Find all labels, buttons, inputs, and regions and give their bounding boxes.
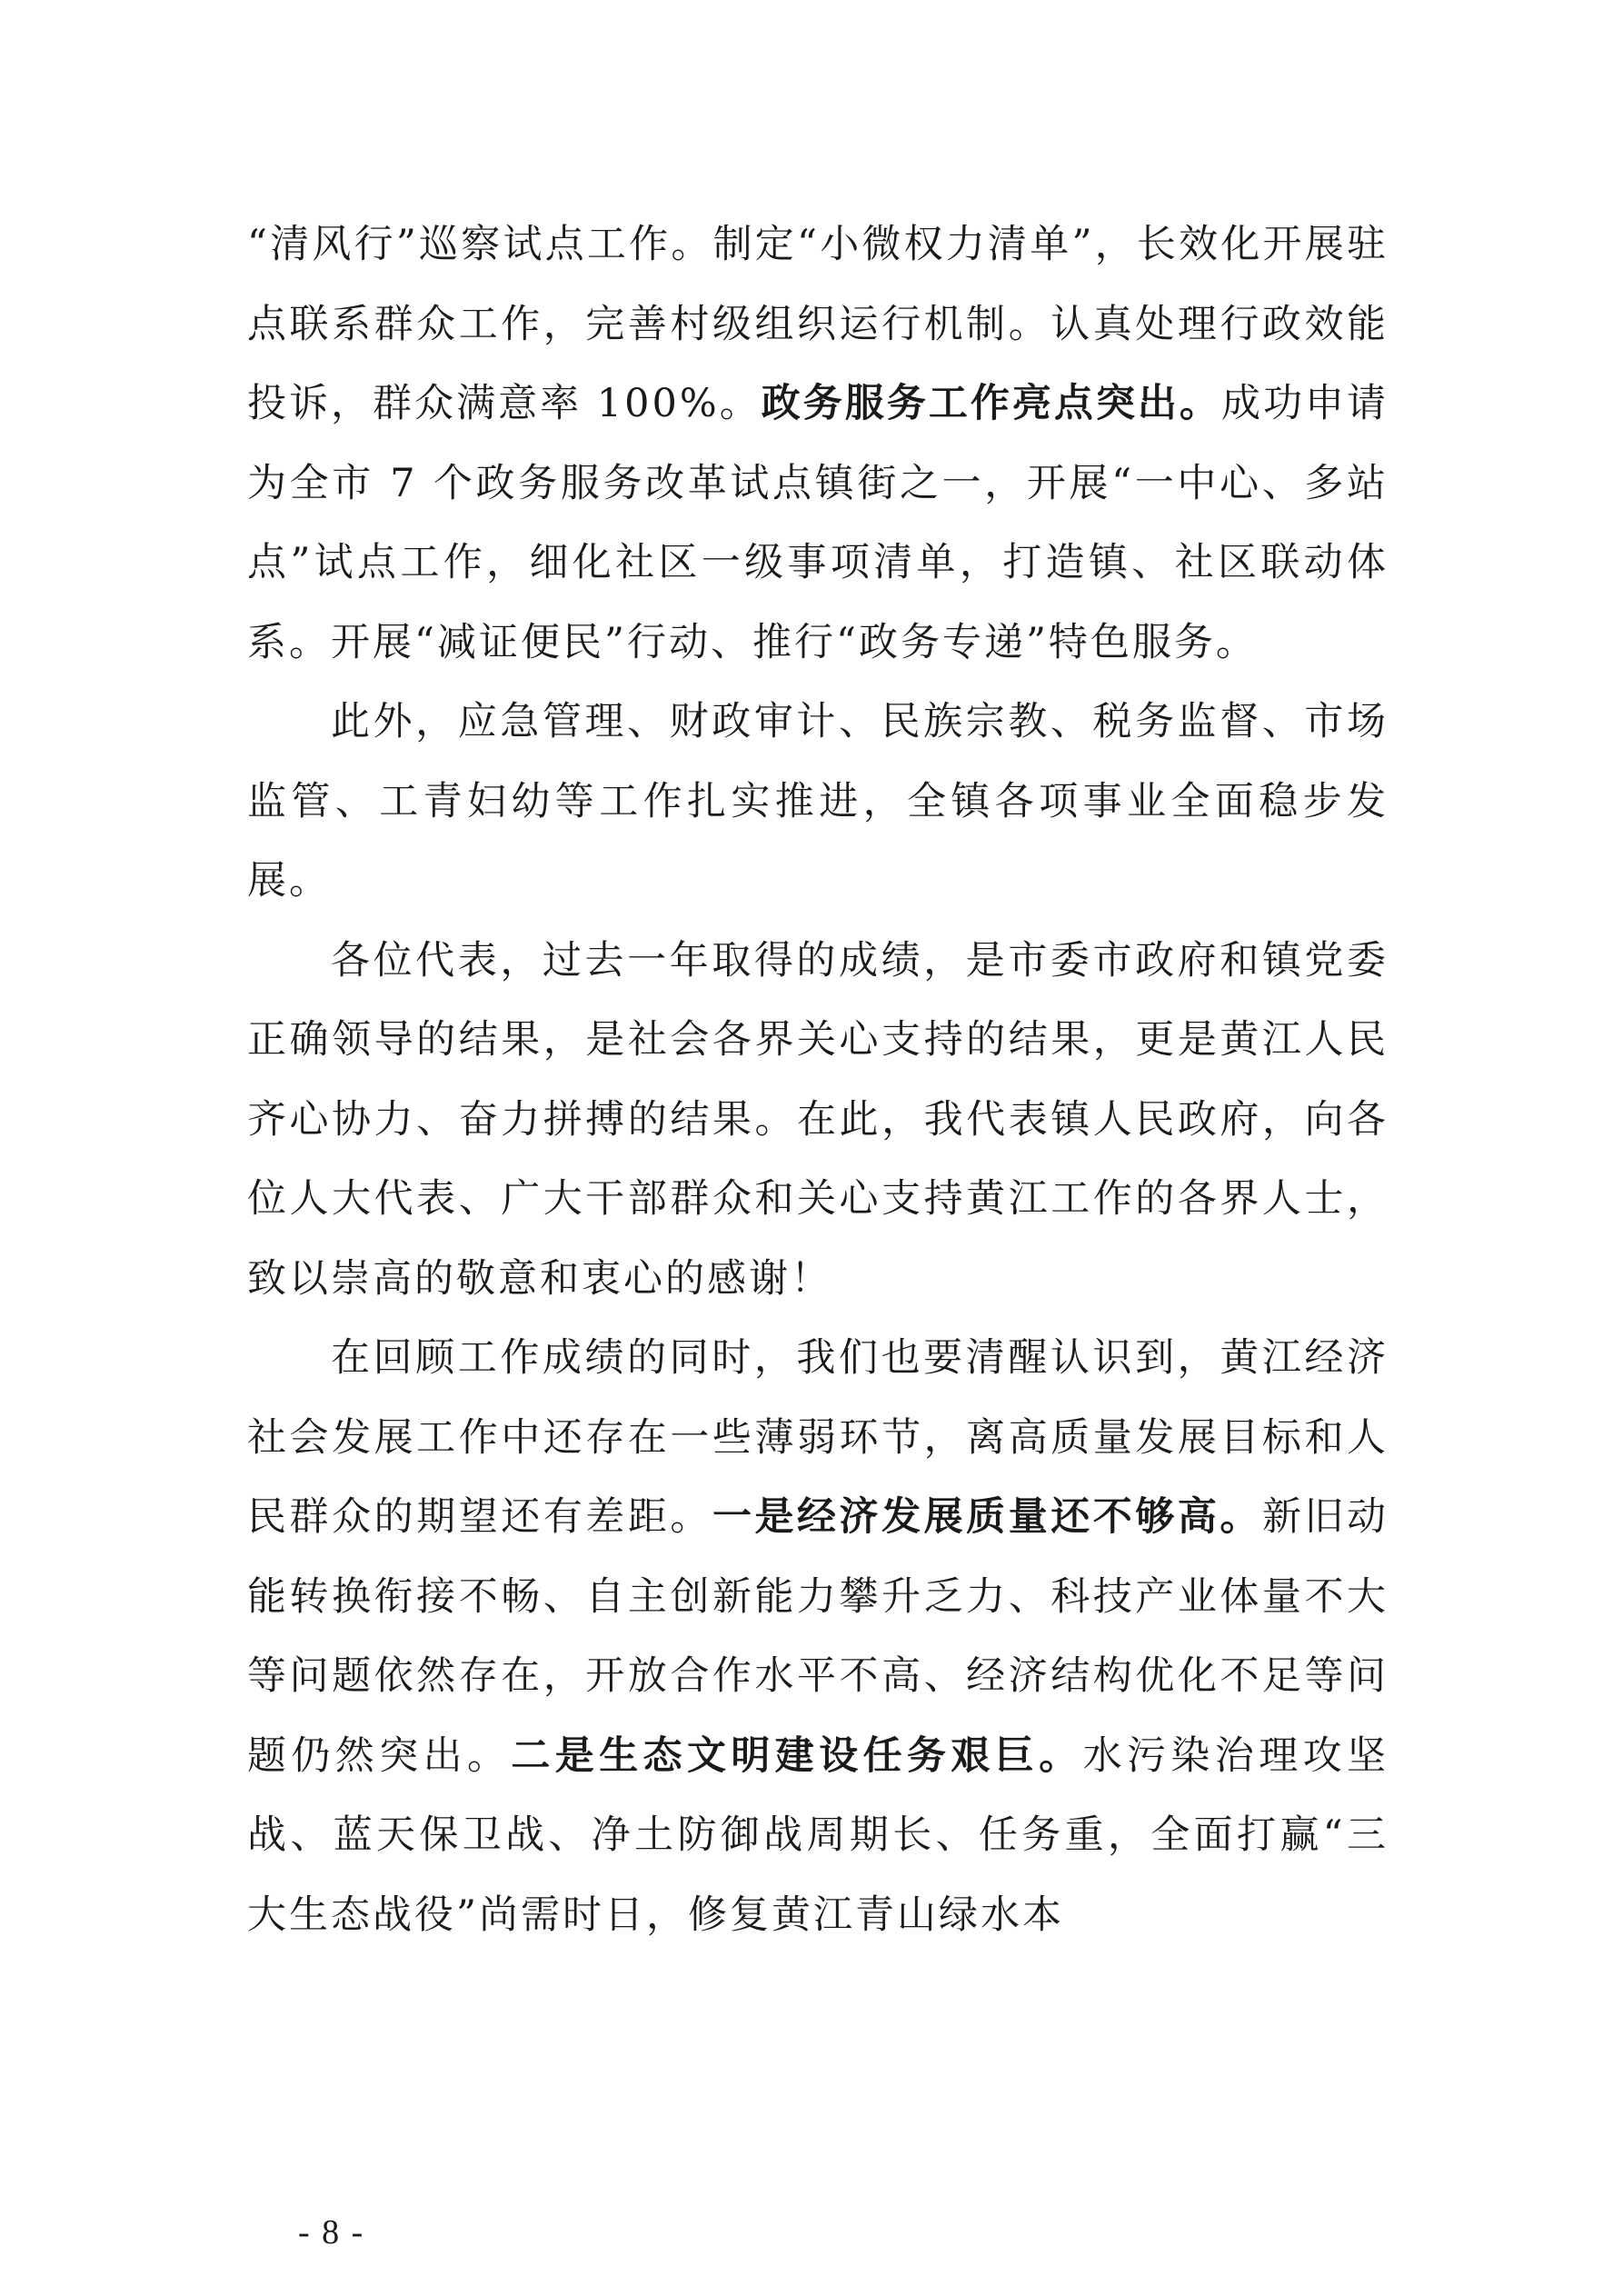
paragraph-text: 成功申请为全市 7 个政务服务改革试点镇街之一，开展“一中心、多站点”试点工作，细化社区一级事项清单，打造镇、社区联动体系。开展“减证便民”行动、推行“政务专递”特色服务。 <box>247 381 1389 665</box>
paragraph-text: 水污染治理攻坚战、蓝天保卫战、净土防御战周期长、任务重，全面打赢“三大生态战役”尚需时日，修复黄江青山绿水本 <box>247 1732 1389 1938</box>
paragraph-text: 各位代表，过去一年取得的成绩，是市委市政府和镇党委正确领导的结果，是社会各界关心支持的结果，更是黄江人民齐心协力、奋力拼搏的结果。在此，我代表镇人民政府，向各位人大代表、广大干部群众和关心支持黄江工作的各界人士，致以崇高的敬意和衷心的感谢！ <box>247 937 1389 1302</box>
paragraph-shortcomings <box>247 1319 1389 1955</box>
paragraph-text: 新旧动能转换衔接不畅、自主创新能力攀升乏力、科技产业体量不大等问题依然存在，开放合作水平不高、经济结构优化不足等问题仍然突出。 <box>247 1494 1389 1779</box>
paragraph-text: “清风行”巡察试点工作。制定“小微权力清单”，长效化开展驻点联系群众工作，完善村级组织运行机制。认真处理行政效能投诉，群众满意率 100%。 <box>247 222 1389 426</box>
paragraph-text: 在回顾工作成绩的同时，我们也要清醒认识到，黄江经济社会发展工作中还存在一些薄弱环节，离高质量发展目标和人民群众的期望还有差距。 <box>247 1335 1389 1540</box>
page-number: - 8 - <box>298 2213 365 2251</box>
bold-heading-text: 政务服务工作亮点突出。 <box>761 381 1221 426</box>
paragraph-other-work <box>247 683 1389 922</box>
document-body <box>247 205 1389 1955</box>
bold-heading-text: 二是生态文明建设任务艰巨。 <box>511 1732 1083 1779</box>
paragraph-gratitude <box>247 922 1389 1320</box>
bold-heading-text: 一是经济发展质量还不够高。 <box>712 1494 1262 1540</box>
paragraph-continuation <box>247 205 1389 683</box>
paragraph-text: 此外，应急管理、财政审计、民族宗教、税务监督、市场监管、工青妇幼等工作扎实推进，全镇各项事业全面稳步发展。 <box>247 699 1389 903</box>
